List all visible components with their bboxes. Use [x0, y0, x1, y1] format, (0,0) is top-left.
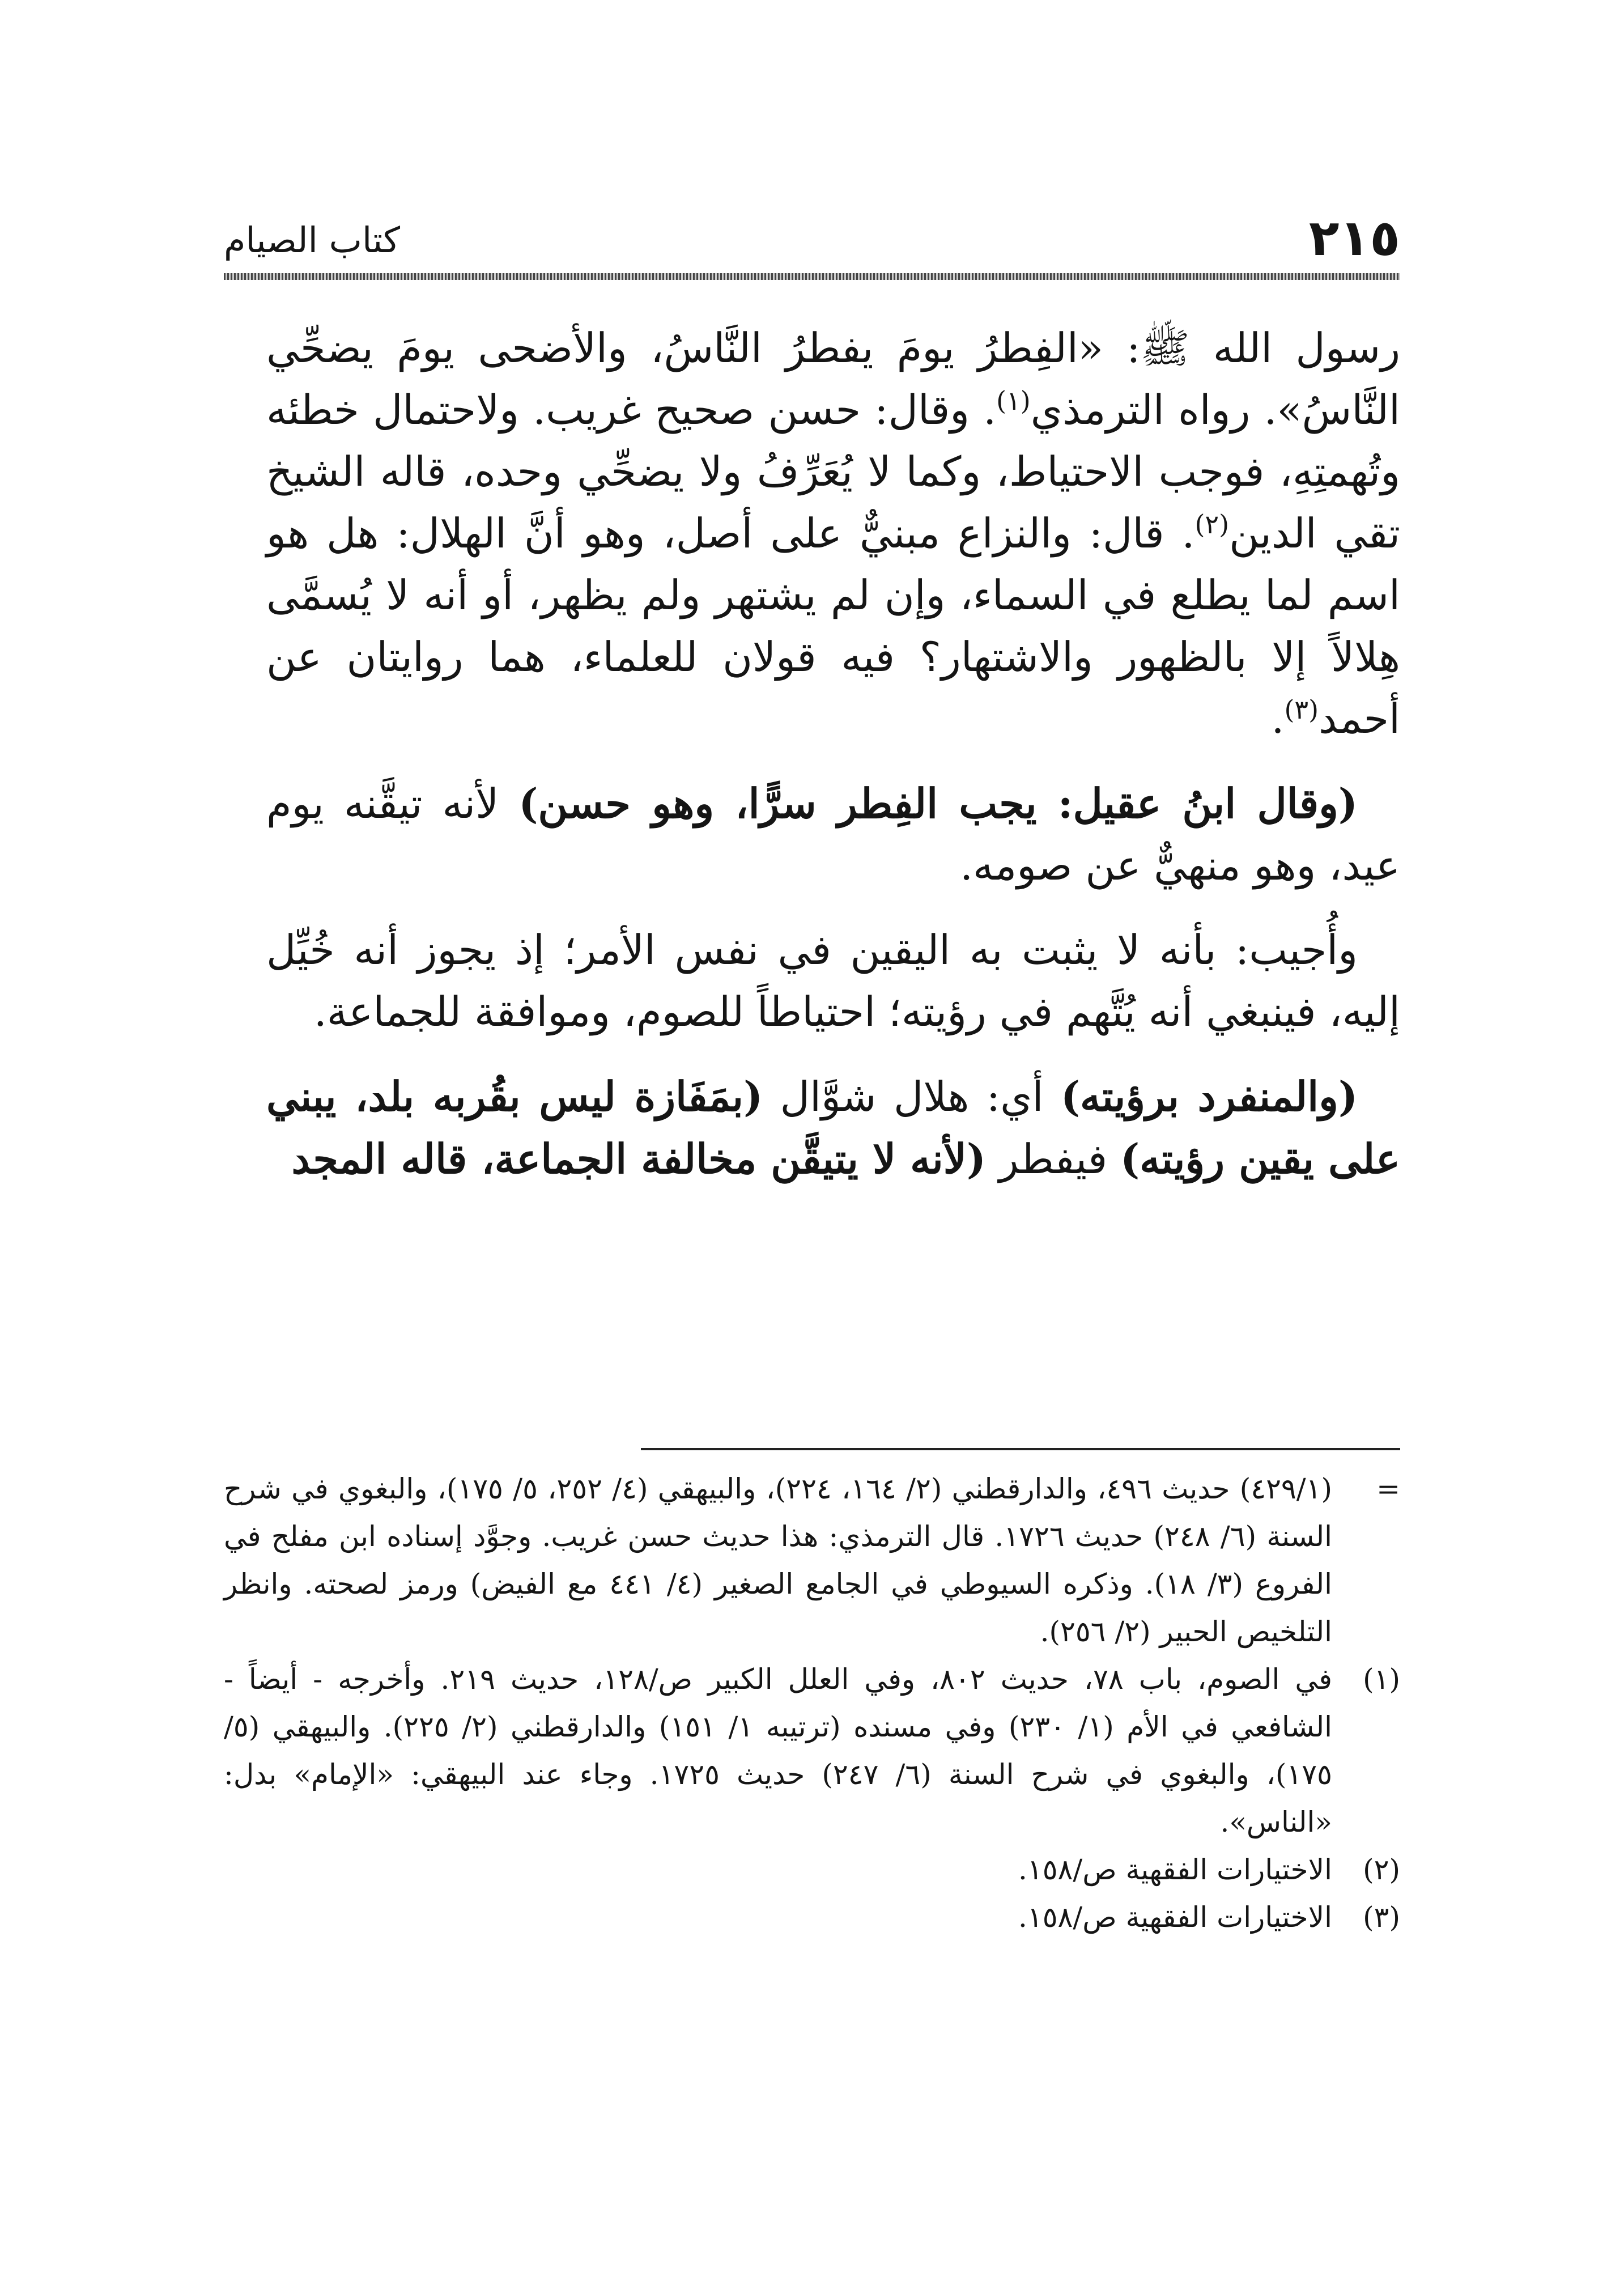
footnote-text: الاختيارات الفقهية ص/١٥٨. — [1018, 1853, 1332, 1886]
footnote-2 — [224, 1846, 1400, 1893]
main-text — [266, 317, 1400, 1213]
paragraph-4-bold-a: (والمنفرد برؤيته) — [1060, 1072, 1358, 1120]
footnote-ref-3: (٣) — [1284, 694, 1319, 725]
footnote-text: (٤٢٩/١) حديث ٤٩٦، والدارقطني (٢/ ١٦٤، ٢٢٤)، والبيهقي (٤/ ٢٥٢، ٥/ ١٧٥)، والبغوي في شرح السنة (٦/ ٢٤٨) حديث ١٧٢٦. قال الترمذي: هذا حديث حسن غريب. وجوَّد إسناده ابن مفلح في الفروع (٣/ ١٨). وذكره السيوطي في الجامع الصغير (٤/ ٤٤١ مع الفيض) ورمز لصحته. وانظر التلخيص الحبير (٢/ ٢٥٦). — [224, 1472, 1333, 1648]
footnote-marker: (١) — [1363, 1663, 1400, 1696]
footnote-3 — [224, 1893, 1400, 1941]
footnotes — [224, 1465, 1400, 1941]
paragraph-3-text-a: وأُجيب: بأنه لا يثبت به اليقين في نفس الأمر؛ إذ يجوز أنه خُيِّل إليه، فينبغي أنه يُتَّهم في رؤيته؛ احتياطاً للصوم، وموافقة للجماعة. — [266, 926, 1400, 1035]
paragraph-1-text-c: . قال: والنزاع مبنيٌّ على أصل، وهو أنَّ الهلال: هل هو اسم لما يطلع في السماء، وإن لم يشتهر ولم يظهر، أو أنه لا يُسمَّى هِلالاً إلا بالظهور والاشتهار؟ فيه قولان للعلماء، هما روايتان عن أحمد — [266, 509, 1400, 742]
paragraph-1-text-b: . وقال: حسن صحيح غريب. ولاحتمال خطئه وتُهمتِهِ، فوجب الاحتياط، وكما لا يُعَرِّفُ ولا يضحِّي وحده، قاله الشيخ تقي الدين — [266, 386, 1400, 557]
paragraph-1-text-d: . — [1271, 695, 1285, 742]
paragraph-3 — [266, 919, 1400, 1043]
paragraph-4-bold-c: (لأنه لا يتيقَّن مخالفة الجماعة، قاله المجد — [291, 1135, 986, 1183]
paragraph-2-text-a: لأنه تيقَّنه يوم عيد، وهو منهيٌّ عن صومه. — [266, 780, 1400, 889]
paragraph-1 — [266, 317, 1400, 750]
footnote-text: في الصوم، باب ٧٨، حديث ٨٠٢، وفي العلل الكبير ص/١٢٨، حديث ٢١٩. وأخرجه - أيضاً - الشافعي في الأم (١/ ٢٣٠) وفي مسنده (ترتيبه ١/ ١٥١) والدارقطني (٢/ ٢٢٥). والبيهقي (٥/ ١٧٥)، والبغوي في شرح السنة (٦/ ٢٤٧) حديث ١٧٢٥. وجاء عند البيهقي: «الإمام» بدل: «الناس». — [224, 1663, 1333, 1838]
paragraph-4 — [266, 1065, 1400, 1190]
page-number: ٢١٥ — [1308, 209, 1400, 267]
paragraph-4-bold-b: (بمَفَازة ليس بقُربه بلد، يبني على يقين رؤيته) — [266, 1072, 1400, 1183]
paragraph-2 — [266, 772, 1400, 897]
running-title: كتاب الصيام — [224, 219, 401, 261]
header-divider — [224, 273, 1400, 280]
footnote-1 — [224, 1655, 1400, 1846]
footnote-marker: (٢) — [1363, 1853, 1400, 1886]
footnote-marker: (٣) — [1363, 1901, 1400, 1934]
footnote-marker: = — [1376, 1472, 1400, 1505]
paragraph-4-text-a: أي: هلال شوَّال — [763, 1073, 1061, 1120]
footnote-text: الاختيارات الفقهية ص/١٥٨. — [1018, 1901, 1332, 1934]
footnote-ref-1: (١) — [996, 385, 1031, 416]
footnote-continued — [224, 1465, 1400, 1655]
paragraph-1-text-a: رسول الله ﷺ: «الفِطرُ يومَ يفطرُ النَّاسُ، والأضحى يومَ يضحِّي النَّاسُ». رواه الترمذي — [266, 324, 1401, 434]
paragraph-2-bold-a: (وقال ابنُ عقيل: يجب الفِطر سرًّا، وهو حسن) — [518, 779, 1358, 827]
footnote-divider — [641, 1448, 1400, 1450]
page-header — [224, 204, 1400, 278]
footnote-ref-2: (٢) — [1194, 509, 1230, 540]
paragraph-4-text-b: فيفطر — [985, 1135, 1121, 1183]
